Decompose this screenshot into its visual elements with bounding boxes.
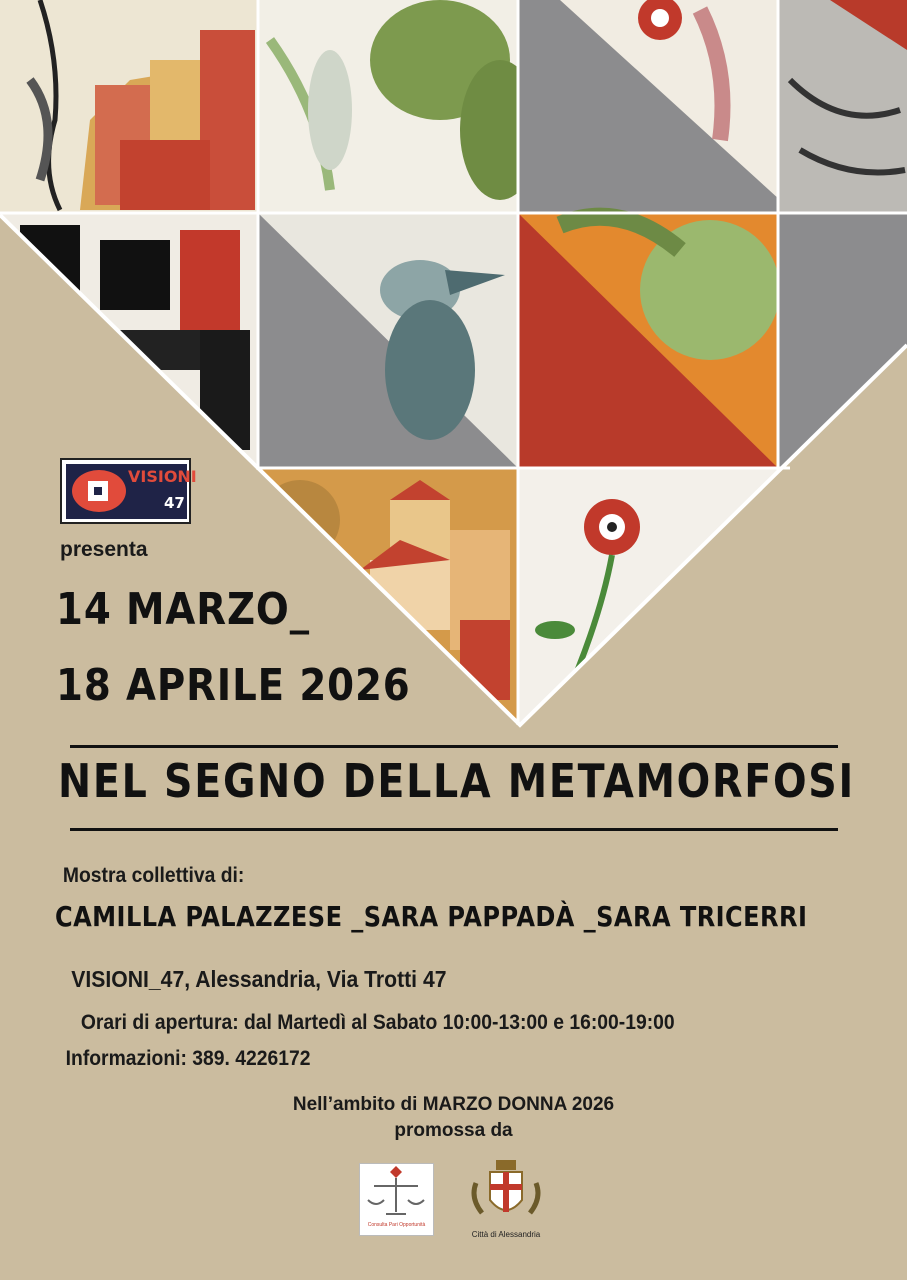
info-phone: Informazioni: 389. 4226172 — [65, 1047, 311, 1070]
crest-icon — [468, 1158, 544, 1228]
alessandria-crest — [468, 1158, 544, 1242]
logo-number: 47 — [164, 494, 185, 512]
title-rule-top — [70, 745, 838, 748]
promoted-by: promossa da — [394, 1120, 513, 1141]
exhibition-title: NEL SEGNO DELLA METAMORFOSI — [58, 754, 855, 808]
date-end: 18 APRILE 2026 — [56, 660, 411, 711]
alessandria-caption: Città di Alessandria — [471, 1230, 541, 1239]
hours-line: Orari di apertura: dal Martedì al Sabato 10:00-13:00 e 16:00-19:00 — [80, 1011, 675, 1034]
title-rule-bottom — [70, 828, 838, 831]
consulta-logo — [359, 1163, 434, 1236]
tile-gray — [778, 213, 907, 468]
consulta-caption: Consulta Pari Opportunità — [367, 1222, 426, 1228]
artists-list: CAMILLA PALAZZESE _SARA PAPPADÀ _SARA TRICERRI — [55, 900, 808, 933]
collective-label: Mostra collettiva di: — [62, 864, 245, 887]
visioni-logo — [60, 458, 197, 524]
scales-icon — [360, 1164, 433, 1224]
date-start: 14 MARZO_ — [56, 584, 310, 635]
context-line: Nell’ambito di MARZO DONNA 2026 — [292, 1094, 615, 1115]
logo-text: VISIONI — [128, 467, 197, 486]
venue-line: VISIONI_47, Alessandria, Via Trotti 47 — [71, 966, 447, 992]
presenta-label: presenta — [60, 538, 148, 561]
